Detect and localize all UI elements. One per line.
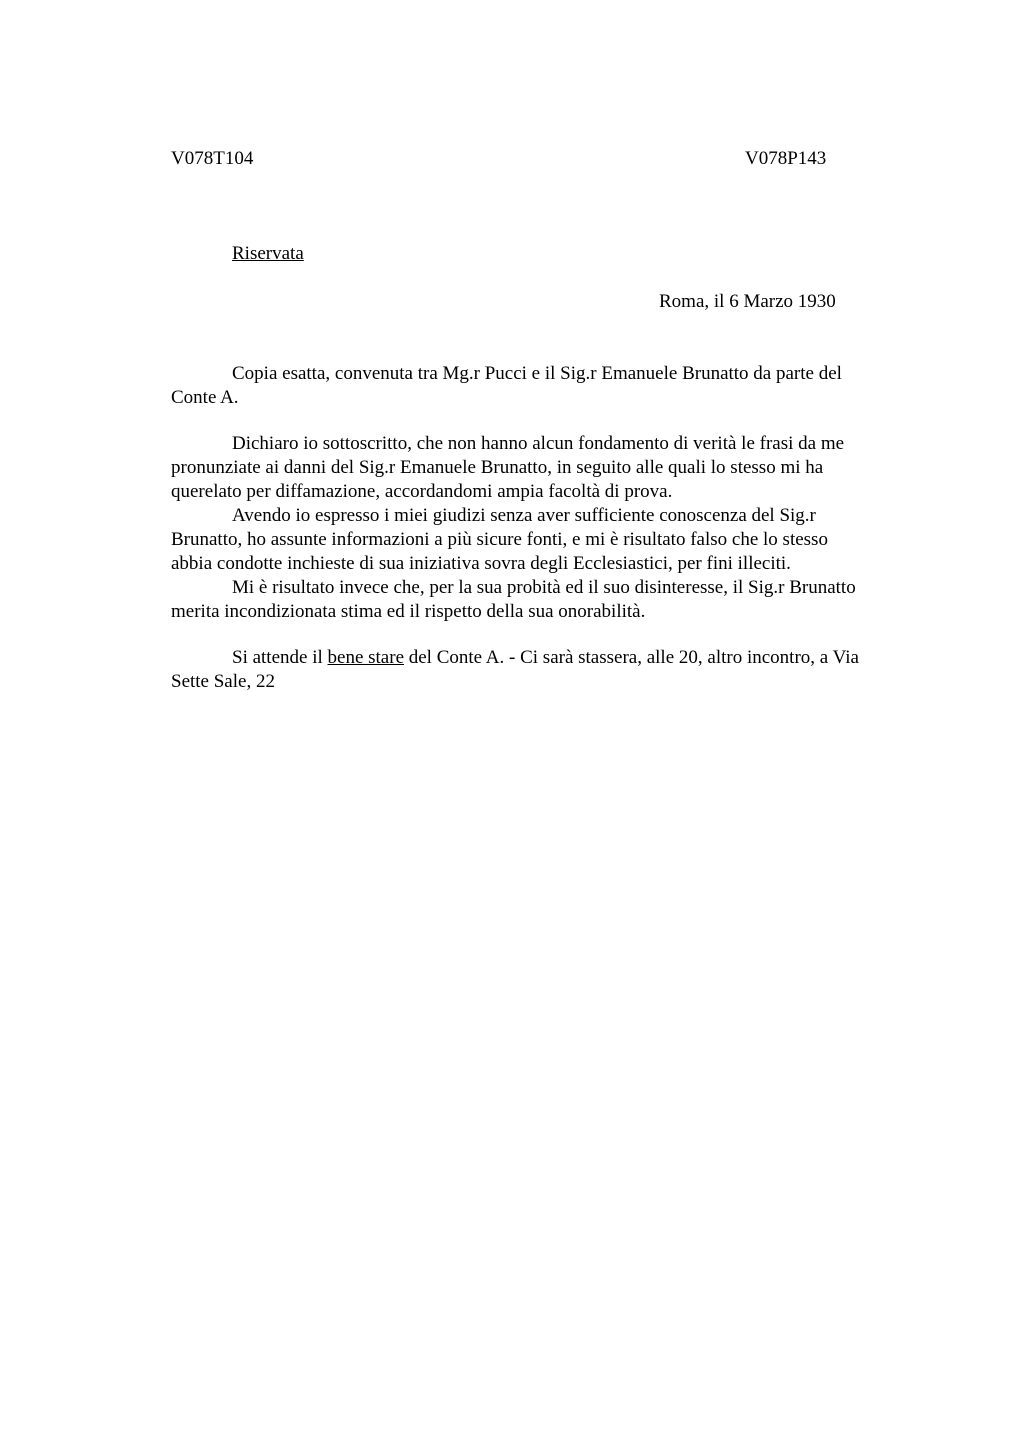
- declaration-line: merita incondizionata stima ed il rispetto della sua onorabilità.: [171, 601, 646, 622]
- declaration-line: Avendo io espresso i miei giudizi senza aver sufficiente conoscenza del Sig.r: [232, 505, 816, 526]
- declaration-line: Dichiaro io sottoscritto, che non hanno alcun fondamento di verità le frasi da me: [232, 433, 845, 454]
- bene-stare-underlined: bene stare: [327, 647, 404, 668]
- declaration-line: pronunziate ai danni del Sig.r Emanuele Brunatto, in seguito alle quali lo stesso mi ha: [171, 457, 824, 478]
- declaration-line: querelato per diffamazione, accordandomi ampia facoltà di prova.: [171, 481, 673, 502]
- header-right-code: V078P143: [745, 148, 827, 169]
- closing-line: Sette Sale, 22: [171, 671, 275, 692]
- closing-paragraph: [171, 646, 931, 694]
- closing-prefix: Si attende il: [232, 647, 328, 668]
- closing-suffix: del Conte A. - Ci sarà stassera, alle 20, altro incontro, a Via: [404, 647, 859, 668]
- declaration-line: Brunatto, ho assunte informazioni a più sicure fonti, e mi è risultato falso che lo stesso: [171, 529, 828, 550]
- declaration-line: abbia condotte inchieste di sua iniziativa sovra degli Ecclesiastici, per fini illeciti.: [171, 553, 791, 574]
- intro-line: Copia esatta, convenuta tra Mg.r Pucci e il Sig.r Emanuele Brunatto da parte del: [232, 363, 842, 384]
- declaration-paragraph: [171, 432, 931, 624]
- intro-paragraph: [171, 362, 931, 410]
- closing-line: [171, 646, 931, 670]
- header-left-code: V078T104: [171, 148, 254, 169]
- dateline: Roma, il 6 Marzo 1930: [659, 291, 836, 312]
- classification-label: Riservata: [232, 243, 304, 264]
- declaration-line: Mi è risultato invece che, per la sua probità ed il suo disinteresse, il Sig.r Brunatto: [232, 577, 856, 598]
- intro-line: Conte A.: [171, 387, 239, 408]
